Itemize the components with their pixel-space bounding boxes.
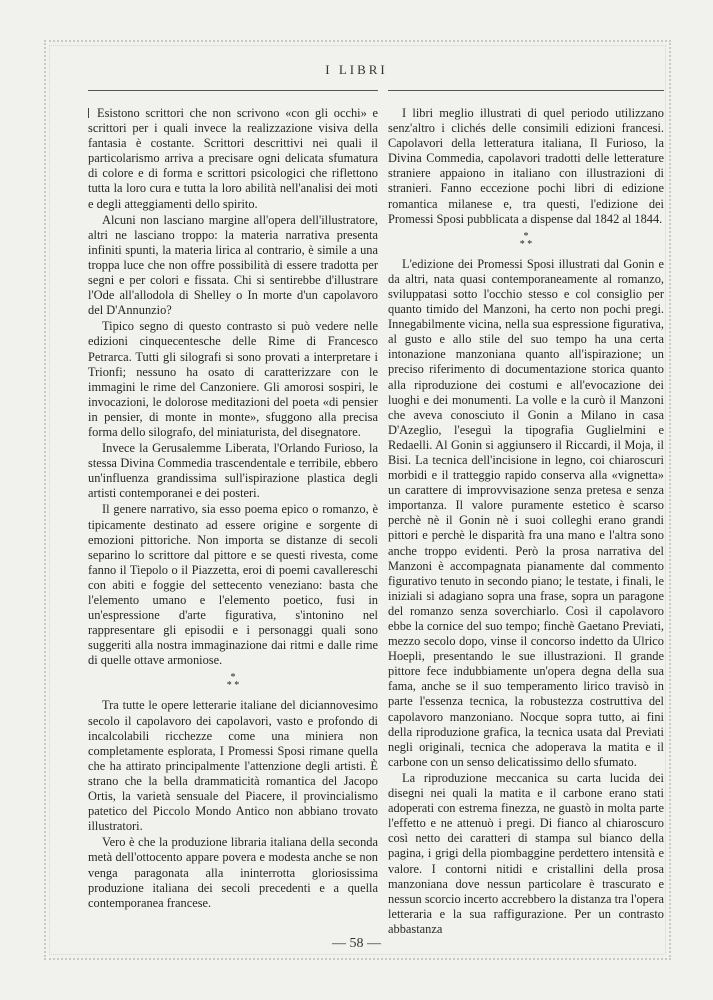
paragraph: Vero è che la produzione libraria italiana della seconda metà dell'ottocento appare povera e modesta anche se non venga paragonata alla ininterrotta gloriosissima produzione italiana dei secoli precedenti e a quella contemporanea francese.	[88, 835, 378, 910]
right-column	[388, 106, 664, 938]
paragraph: I libri meglio illustrati di quel periodo utilizzano senz'altro i clichés delle consimili edizioni francesi. Capolavori della letteratura italiana, Il Furioso, la Divina Commedia, capolavori tradotti delle letterature straniere appaiono in italiano con illustrazioni di stranieri. Fanno eccezione pochi libri di edizione romantica milanese e, tra questi, l'edizione dei Promessi Sposi pubblicata a dispense dal 1842 al 1844.	[388, 106, 664, 226]
header-rule-right	[388, 90, 664, 91]
paragraph: Il genere narrativo, sia esso poema epico o romanzo, è tipicamente destinato ad essere origine e sorgente di emozioni pittoriche. Non importa se distanze di secoli separino lo scrittore dal pittore e se questi rivesta, come fanno il Tiepolo o il Piazzetta, eroi di poemi cavallereschi con abiti e foggie del settecento veneziano: basta che l'elemento umano e l'elemento poetico, fusi in un'espressione d'arte figurativa, s'intonino nel rappresentare gli episodii e i personaggi quali sono suggeriti alla nostra immaginazione dai ritmi e dalle rime di quelle ottave armoniose.	[88, 502, 378, 668]
paragraph: Invece la Gerusalemme Liberata, l'Orlando Furioso, la stessa Divina Commedia trascendentale e terribile, ebbero un'influenza grandissima sull'ispirazione plastica degli artisti contemporanei e dei posteri.	[88, 441, 378, 501]
left-column	[88, 106, 378, 912]
paragraph: L'edizione dei Promessi Sposi illustrati dal Gonin e da altri, nata quasi contemporaneamente al romanzo, sviluppatasi sotto l'occhio stesso e col consiglio per quanto timido del Manzoni, ha certo non pochi pregi. Innegabilmente vicina, nella sua espressione figurativa, al gusto e allo stile del suo tempo ha una certa intonazione manzoniana quanto all'ispirazione; un preciso riferimento di documentazione storica quanto alla riproduzione dei costumi e all'evocazione dei luoghi e dei monumenti. La volle e la curò il Manzoni che aveva conosciuto il Gonin a Milano in casa D'Azeglio, l'eseguì la tipografia Guglielmini e Redaelli. Al Gonin si aggiunsero il Riccardi, il Moja, il Bisi. La tecnica dell'incisione in legno, coi chiaroscuri morbidi e il tratteggio rapido conserva alla «vignetta» un carattere di improvvisazione senza pretesa e senza importanza. Il valore puramente estetico è scarso perchè nè il Gonin nè i suoi colleghi erano grandi pittori e perchè le disparità fra una mano e l'altra sono anche troppo evidenti. Però la prosa narrativa del Manzoni è accompagnata pianamente dal commento figurativo tenuto in secondo piano; le testate, i finali, le iniziali si adagiano sopra una frase, sopra un paragone del romanzo senza soverchiarlo. Così il capolavoro ebbe la cornice del suo tempo; finchè Gaetano Previati, mezzo secolo dopo, vinse il concorso indetto da Ulrico Hoepli, presentando le sue illustrazioni. Il grande pittore fece indubbiamente un'opera degna della sua fama, anche se il suo temperamento lirico travisò in parte l'essenza tecnica, la robustezza costruttiva del capolavoro manzoniano. Nocque sopra tutto, ai fini della riproduzione grafica, la tecnica usata dal Previati negli originali, tecnica che adoperava la matita e il carbone con un senso delicatissimo dello sfumato.	[388, 256, 664, 769]
paragraph: Tra tutte le opere letterarie italiane del diciannovesimo secolo il capolavoro dei capolavori, vasto e profondo di incalcolabili ricchezze come una miniera non completamente esplorata, I Promessi Sposi rimane quella che ha attirato principalmente l'attenzione degli artisti. È strano che la bella drammaticità romantica del Jacopo Ortis, la varietà sensuale del Piacere, il provincialismo patetico del Piccolo Mondo Antico non abbiano trovato illustratori.	[88, 698, 378, 834]
initial-mark-icon	[88, 108, 95, 118]
paragraph: Alcuni non lasciano margine all'opera dell'illustratore, altri ne lasciano troppo: la materia narrativa presenta infiniti spunti, la materia lirica al contrario, è simile a una troppa luce che non offre possibilità di essere tradotta per segni e per colori e fissata. Chi si sentirebbe d'illustrare l'Ode all'allodola di Shelley o In morte d'un capolavoro del D'Annunzio?	[88, 212, 378, 318]
paragraph: La riproduzione meccanica su carta lucida dei disegni nei quali la matita e il carbone erano stati adoperati con estrema finezza, ne guastò in molta parte l'effetto e ne attenuò i pregi. Di fianco al chiaroscuro così netto dei caratteri di stampa sul bianco della pagina, i grigi della piombaggine perdettero intensità e valore. I contorni nitidi e cristallini della prosa manzoniana dove nessun particolare è trascurato e nessun scorcio incerto accrebbero la distanza tra l'opera letteraria e la sua raffigurazione. Per un contrasto abbastanza	[388, 770, 664, 936]
running-header: I LIBRI	[325, 62, 388, 77]
paragraph: Esistono scrittori che non scrivono «con gli occhi» e scrittori per i quali invece la realizzazione visiva della fantasia è costante. Scrittori descrittivi nei quali il particolarismo arriva a precisare ogni delicata sfumatura di colore e di forma e scrittori psicologici che riflettono tutta la loro cura e tutta la loro abilità nell'analisi dei moti e degli atteggiamenti dello spirito.	[88, 106, 378, 211]
page-number: — 58 —	[332, 936, 381, 951]
section-separator: * * *	[226, 672, 240, 692]
section-separator: * * *	[519, 230, 533, 250]
paragraph: Tipico segno di questo contrasto si può vedere nelle edizioni cinquecentesche delle Rime di Francesco Petrarca. Tutti gli silografi si sono provati a interpretare i Trionfi; nessuno ha osato di caratterizzare con le immagini le rime del Canzoniere. Gli amorosi sospiri, le invocazioni, le dolorose meditazioni del poeta «di pensier in pensier, di monte in monte», sfuggono alla precisa forma dello silografo, del miniaturista, del disegnatore.	[88, 319, 378, 439]
header-rule-left	[88, 90, 378, 91]
